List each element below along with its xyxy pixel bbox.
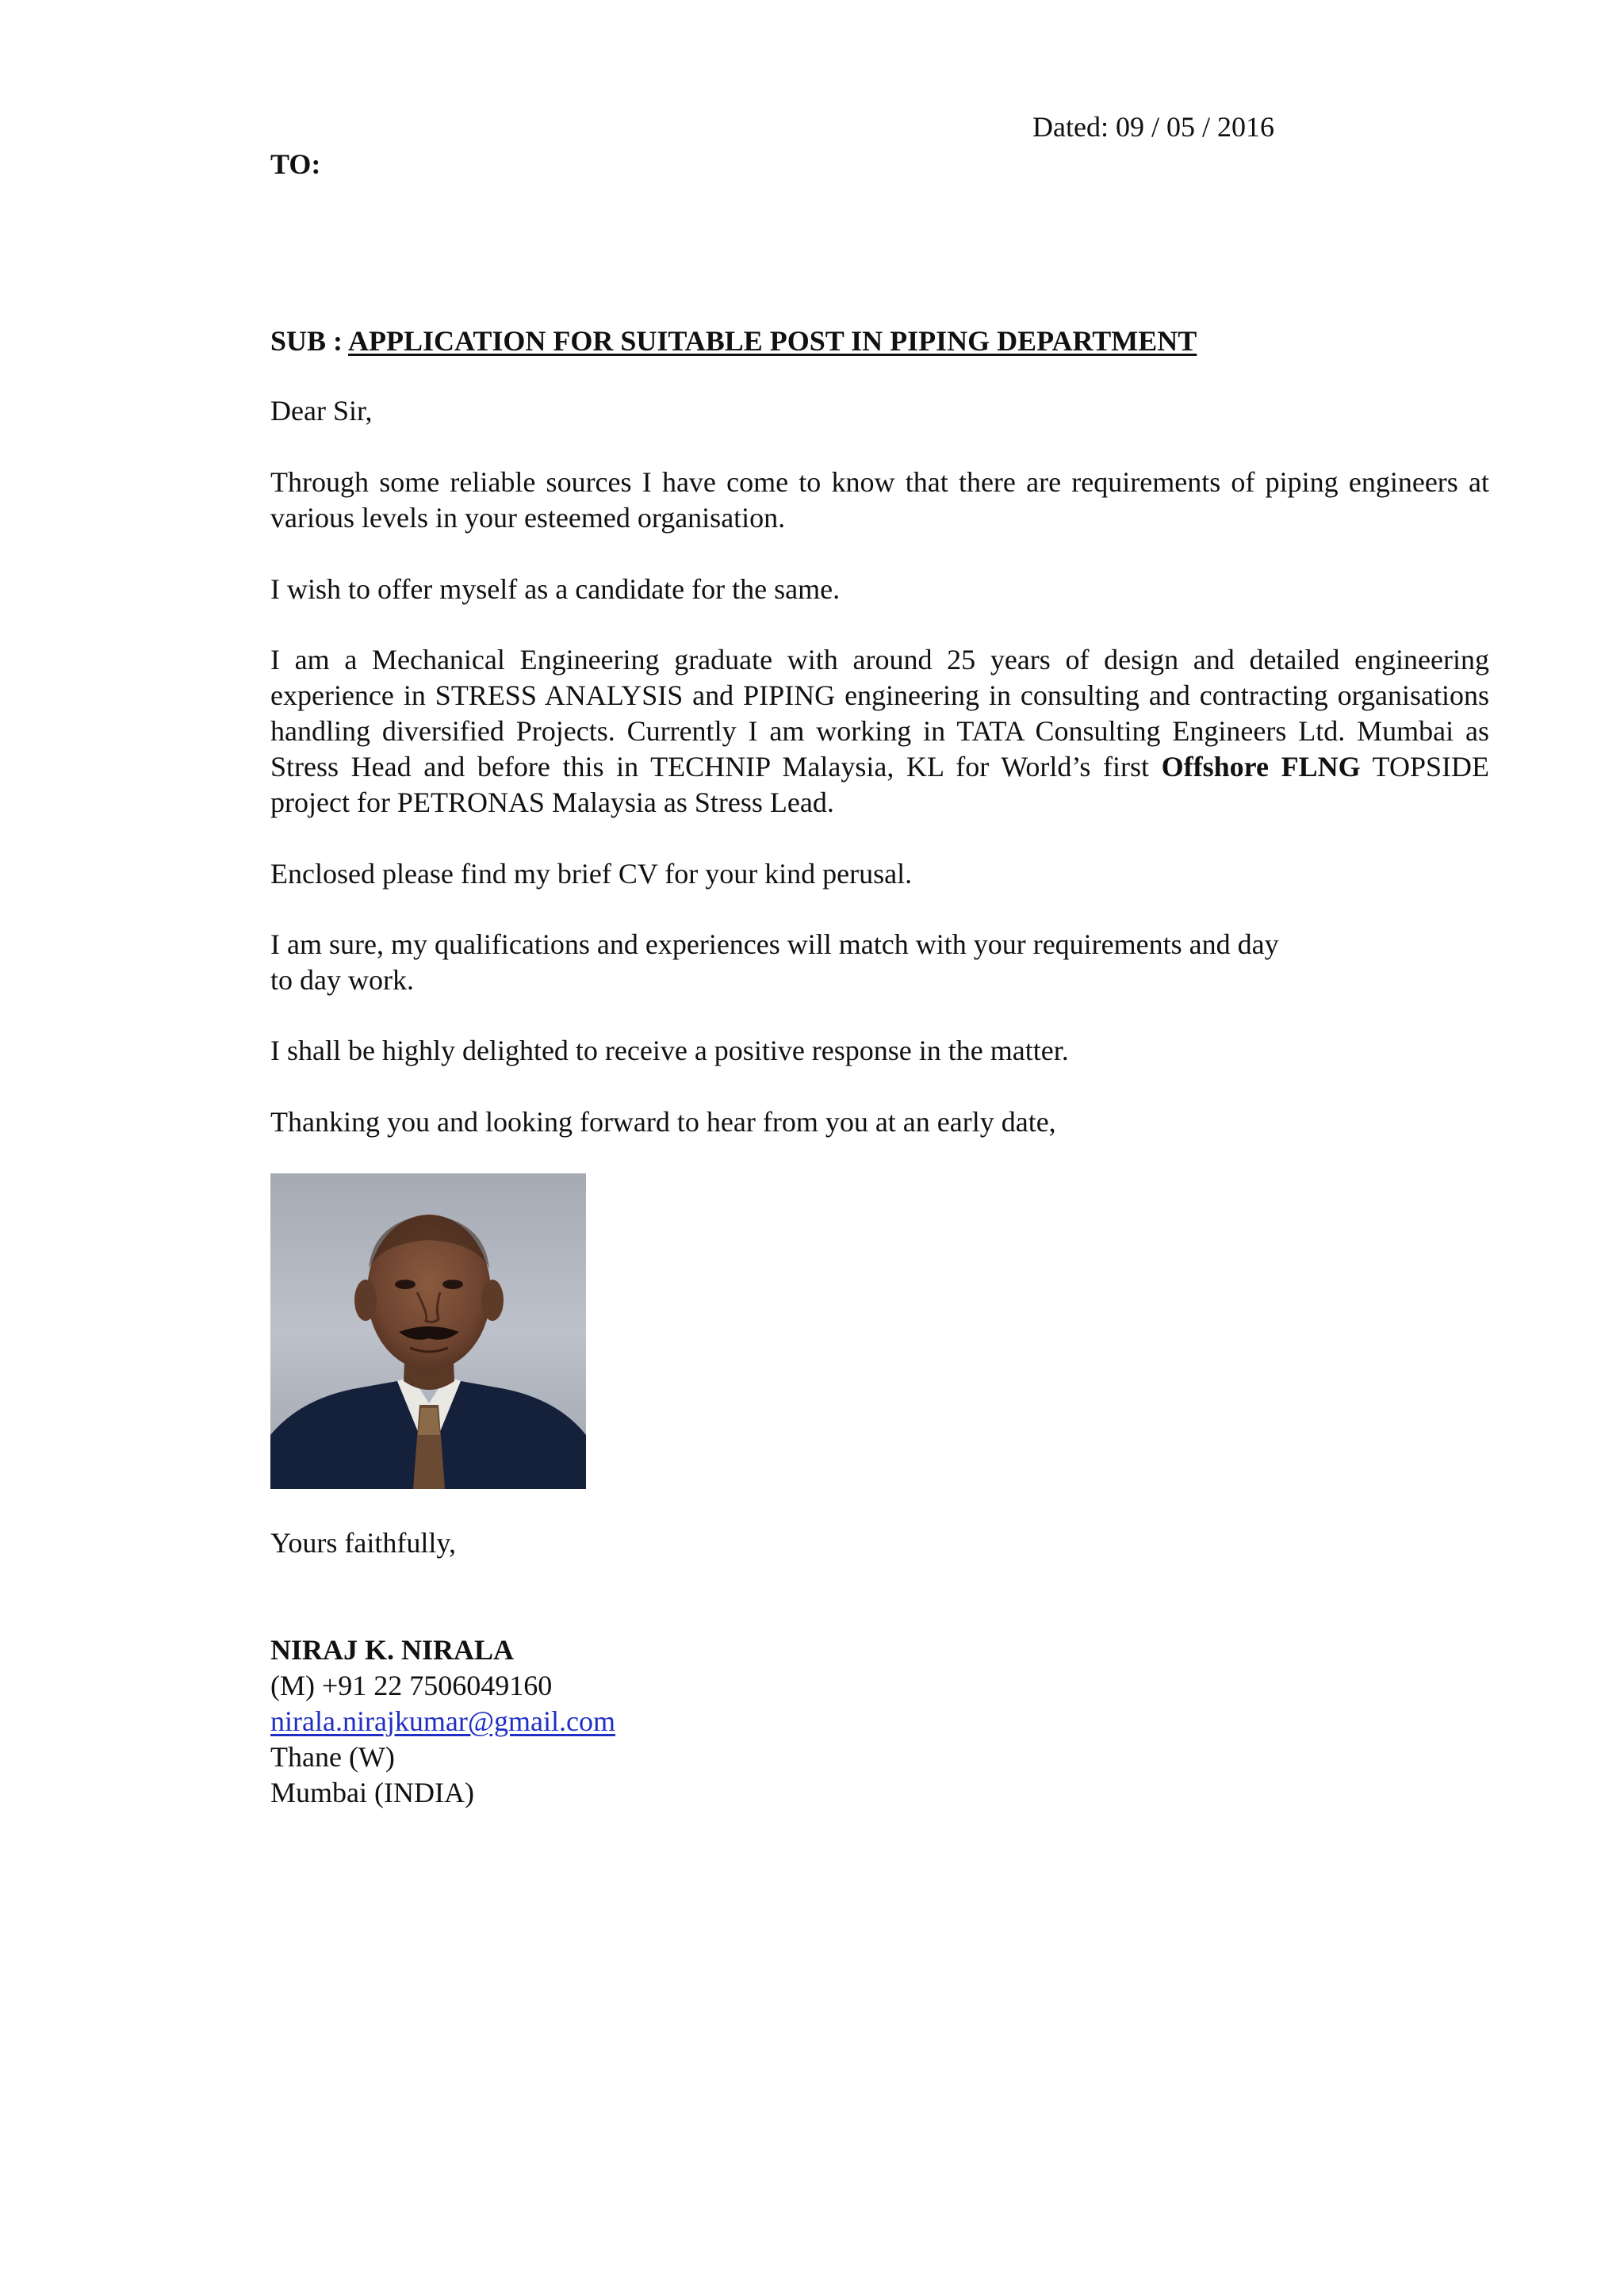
paragraph-offer: I wish to offer myself as a candidate for the same. xyxy=(270,573,841,605)
paragraph-requirements: Through some reliable sources I have come to know that there are requirements of piping engineers at various levels in your esteemed organisation. xyxy=(270,466,1489,534)
letter-date: Dated: 09 / 05 / 2016 xyxy=(1032,111,1274,143)
paragraph-experience xyxy=(270,642,1489,821)
recipient-label: TO: xyxy=(270,148,321,180)
signature-phone: (M) +91 22 7506049160 xyxy=(270,1670,553,1701)
signature-city-line-2: Mumbai (INDIA) xyxy=(270,1777,474,1808)
paragraph-thanks: Thanking you and looking forward to hear from you at an early date, xyxy=(270,1106,1056,1138)
subject-prefix: SUB : xyxy=(270,325,349,357)
paragraph-enclosure: Enclosed please find my brief CV for your kind perusal. xyxy=(270,858,913,890)
paragraph-qualifications xyxy=(270,927,1489,998)
applicant-photo xyxy=(270,1173,586,1489)
closing-salutation: Yours faithfully, xyxy=(270,1527,457,1559)
portrait-illustration xyxy=(270,1173,586,1489)
paragraph-response: I shall be highly delighted to receive a positive response in the matter. xyxy=(270,1035,1069,1066)
subject-line xyxy=(270,323,1197,359)
signature-name: NIRAJ K. NIRALA xyxy=(270,1634,515,1666)
signature-email-link[interactable]: nirala.nirajkumar@gmail.com xyxy=(270,1705,616,1737)
experience-text-1: I am a Mechanical Engineering graduate with around 25 years of design and detailed engineering experience in STRESS ANALYSIS and PIPING engineering in consulting and contracting organisations handling diversified Projects. Currently I am working in TATA Consulting Engineers Ltd. Mumbai as Stress Head and before this in TECHNIP Malaysia, KL for World’s first xyxy=(270,644,1489,783)
qualifications-line-2: to day work. xyxy=(270,964,414,996)
greeting: Dear Sir, xyxy=(270,395,373,427)
experience-bold-project: Offshore FLNG xyxy=(1161,751,1361,783)
qualifications-line-1: I am sure, my qualifications and experiences will match with your requirements and day xyxy=(270,928,1279,960)
signature-city-line-1: Thane (W) xyxy=(270,1741,395,1773)
subject-title: APPLICATION FOR SUITABLE POST IN PIPING DEPARTMENT xyxy=(348,325,1197,357)
experience-text-2: TOPSIDE project for PETRONAS Malaysia as Stress Lead. xyxy=(270,751,1489,818)
